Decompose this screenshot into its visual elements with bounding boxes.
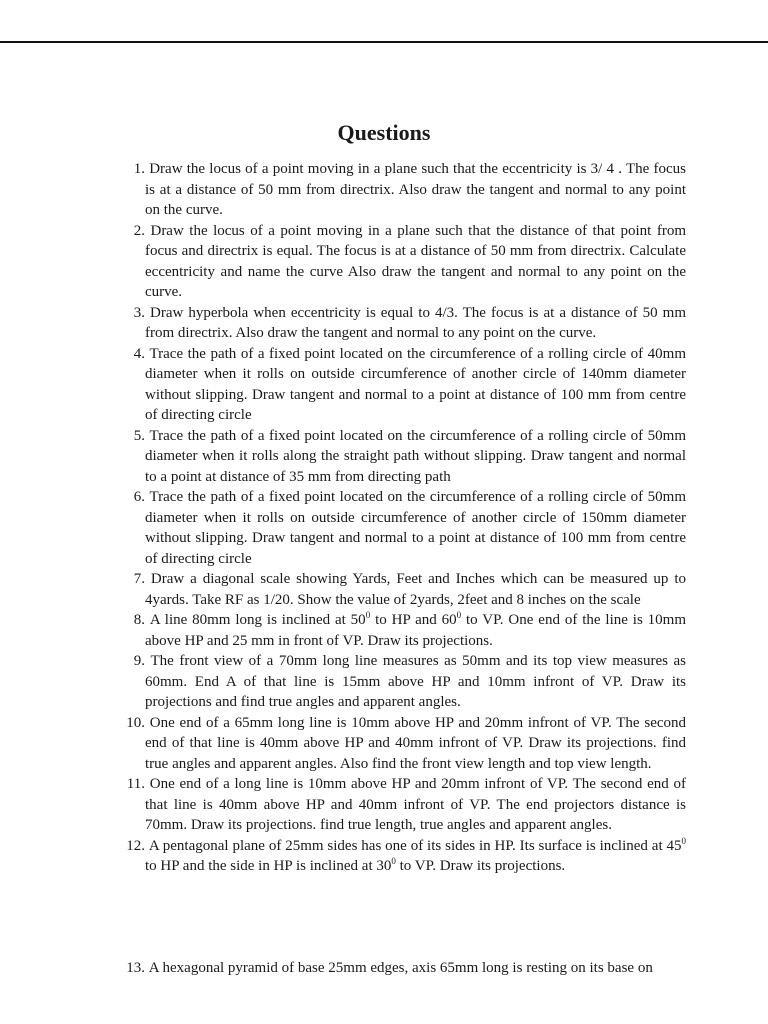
question-text: Draw the locus of a point moving in a plane such that the eccentricity is 3/ 4 . The focus is at a distance of 50 mm from directrix. Also draw the tangent and normal to any point on the curve.: [145, 161, 686, 218]
question-number: 6.: [133, 489, 145, 505]
question-item: [113, 610, 686, 651]
question-number: 3.: [133, 304, 145, 321]
question-number: 5.: [133, 427, 145, 444]
question-text: Draw the locus of a point moving in a plane such that the distance of that point from focus and directrix is equal. The focus is at a distance of 50 mm from directrix. Calculate eccentricity and name the curve Also draw the tangent and normal to any point on the curve.: [145, 222, 686, 300]
question-number: 9.: [133, 653, 145, 669]
question-number: 4.: [133, 345, 145, 362]
question-text: Trace the path of a fixed point located on the circumference of a rolling circle of 50mm diameter when it rolls on outside circumference of another circle of 150mm diameter without slipping. Draw tangent and normal to a point at distance of 100 mm from centre of directing circle: [145, 489, 686, 567]
question-number: 11.: [126, 776, 145, 792]
question-item: [113, 221, 686, 303]
question-number: 13.: [126, 960, 145, 976]
header-rule: [0, 41, 768, 43]
question-item: [113, 713, 686, 775]
question-item: [113, 303, 686, 344]
question-number: 1.: [133, 161, 145, 177]
question-item: [113, 651, 686, 713]
question-text: Draw hyperbola when eccentricity is equal to 4/3. The focus is at a distance of 50 mm from directrix. Also draw the tangent and normal to any point on the curve.: [145, 304, 686, 341]
question-item: [113, 569, 686, 610]
question-number: 12.: [126, 837, 145, 854]
page-title: Questions: [337, 120, 431, 145]
question-text: The front view of a 70mm long line measures as 50mm and its top view measures as 60mm. End A of that line is 15mm above HP and 10mm infront of VP. Draw its projections and find true angles and apparent angles.: [145, 653, 687, 710]
question-text: A pentagonal plane of 25mm sides has one of its sides in HP. Its surface is inclined at $45^0$ to HP and the side in HP is inclined at $30^0$ to VP. Draw its projections.: [145, 835, 687, 874]
question-number: 10.: [126, 714, 145, 731]
question-text: One end of a 65mm long line is 10mm above HP and 20mm infront of VP. The second end of that line is 40mm above HP and 40mm infront of VP. Draw its projections. find true angles and apparent angles. Also find the front view length and top view length.: [145, 714, 687, 772]
question-number: 7.: [133, 571, 145, 587]
question-text: Trace the path of a fixed point located on the circumference of a rolling circle of 40mm diameter when it rolls on outside circumference of another circle of 140mm diameter without slipping. Draw tangent and normal to a point at distance of 100 mm from centre of directing circle: [145, 345, 686, 423]
question-text: A hexagonal pyramid of base 25mm edges, axis 65mm long is resting on its base on: [148, 960, 653, 976]
question-list: [113, 159, 686, 877]
question-text: One end of a long line is 10mm above HP and 20mm infront of VP. The second end of that line is 40mm above HP and 40mm infront of VP. The end projectors distance is 70mm. Draw its projections. find true length, true angles and apparent angles.: [145, 776, 686, 833]
question-item: [113, 344, 686, 426]
question-item: [113, 159, 686, 221]
question-item: [113, 836, 686, 877]
question-text: Draw a diagonal scale showing Yards, Feet and Inches which can be measured up to 4yards. Take RF as 1/20. Show the value of 2yards, 2feet and 8 inches on the scale: [145, 571, 687, 608]
question-text: A line 80mm long is inclined at $50^0$ to HP and $60^0$ to VP. One end of the line is 10mm above HP and 25 mm in front of VP. Draw its projections.: [145, 610, 686, 649]
question-item: [113, 774, 686, 836]
question-item: [113, 487, 686, 569]
question-item: [113, 426, 686, 488]
question-text: Trace the path of a fixed point located on the circumference of a rolling circle of 50mm diameter when it rolls along the straight path without slipping. Draw tangent and normal to a point at distance of 35 mm from directing path: [145, 427, 686, 485]
question-number: 8.: [133, 612, 145, 628]
question-number: 2.: [133, 222, 145, 239]
question-item: [113, 958, 686, 979]
